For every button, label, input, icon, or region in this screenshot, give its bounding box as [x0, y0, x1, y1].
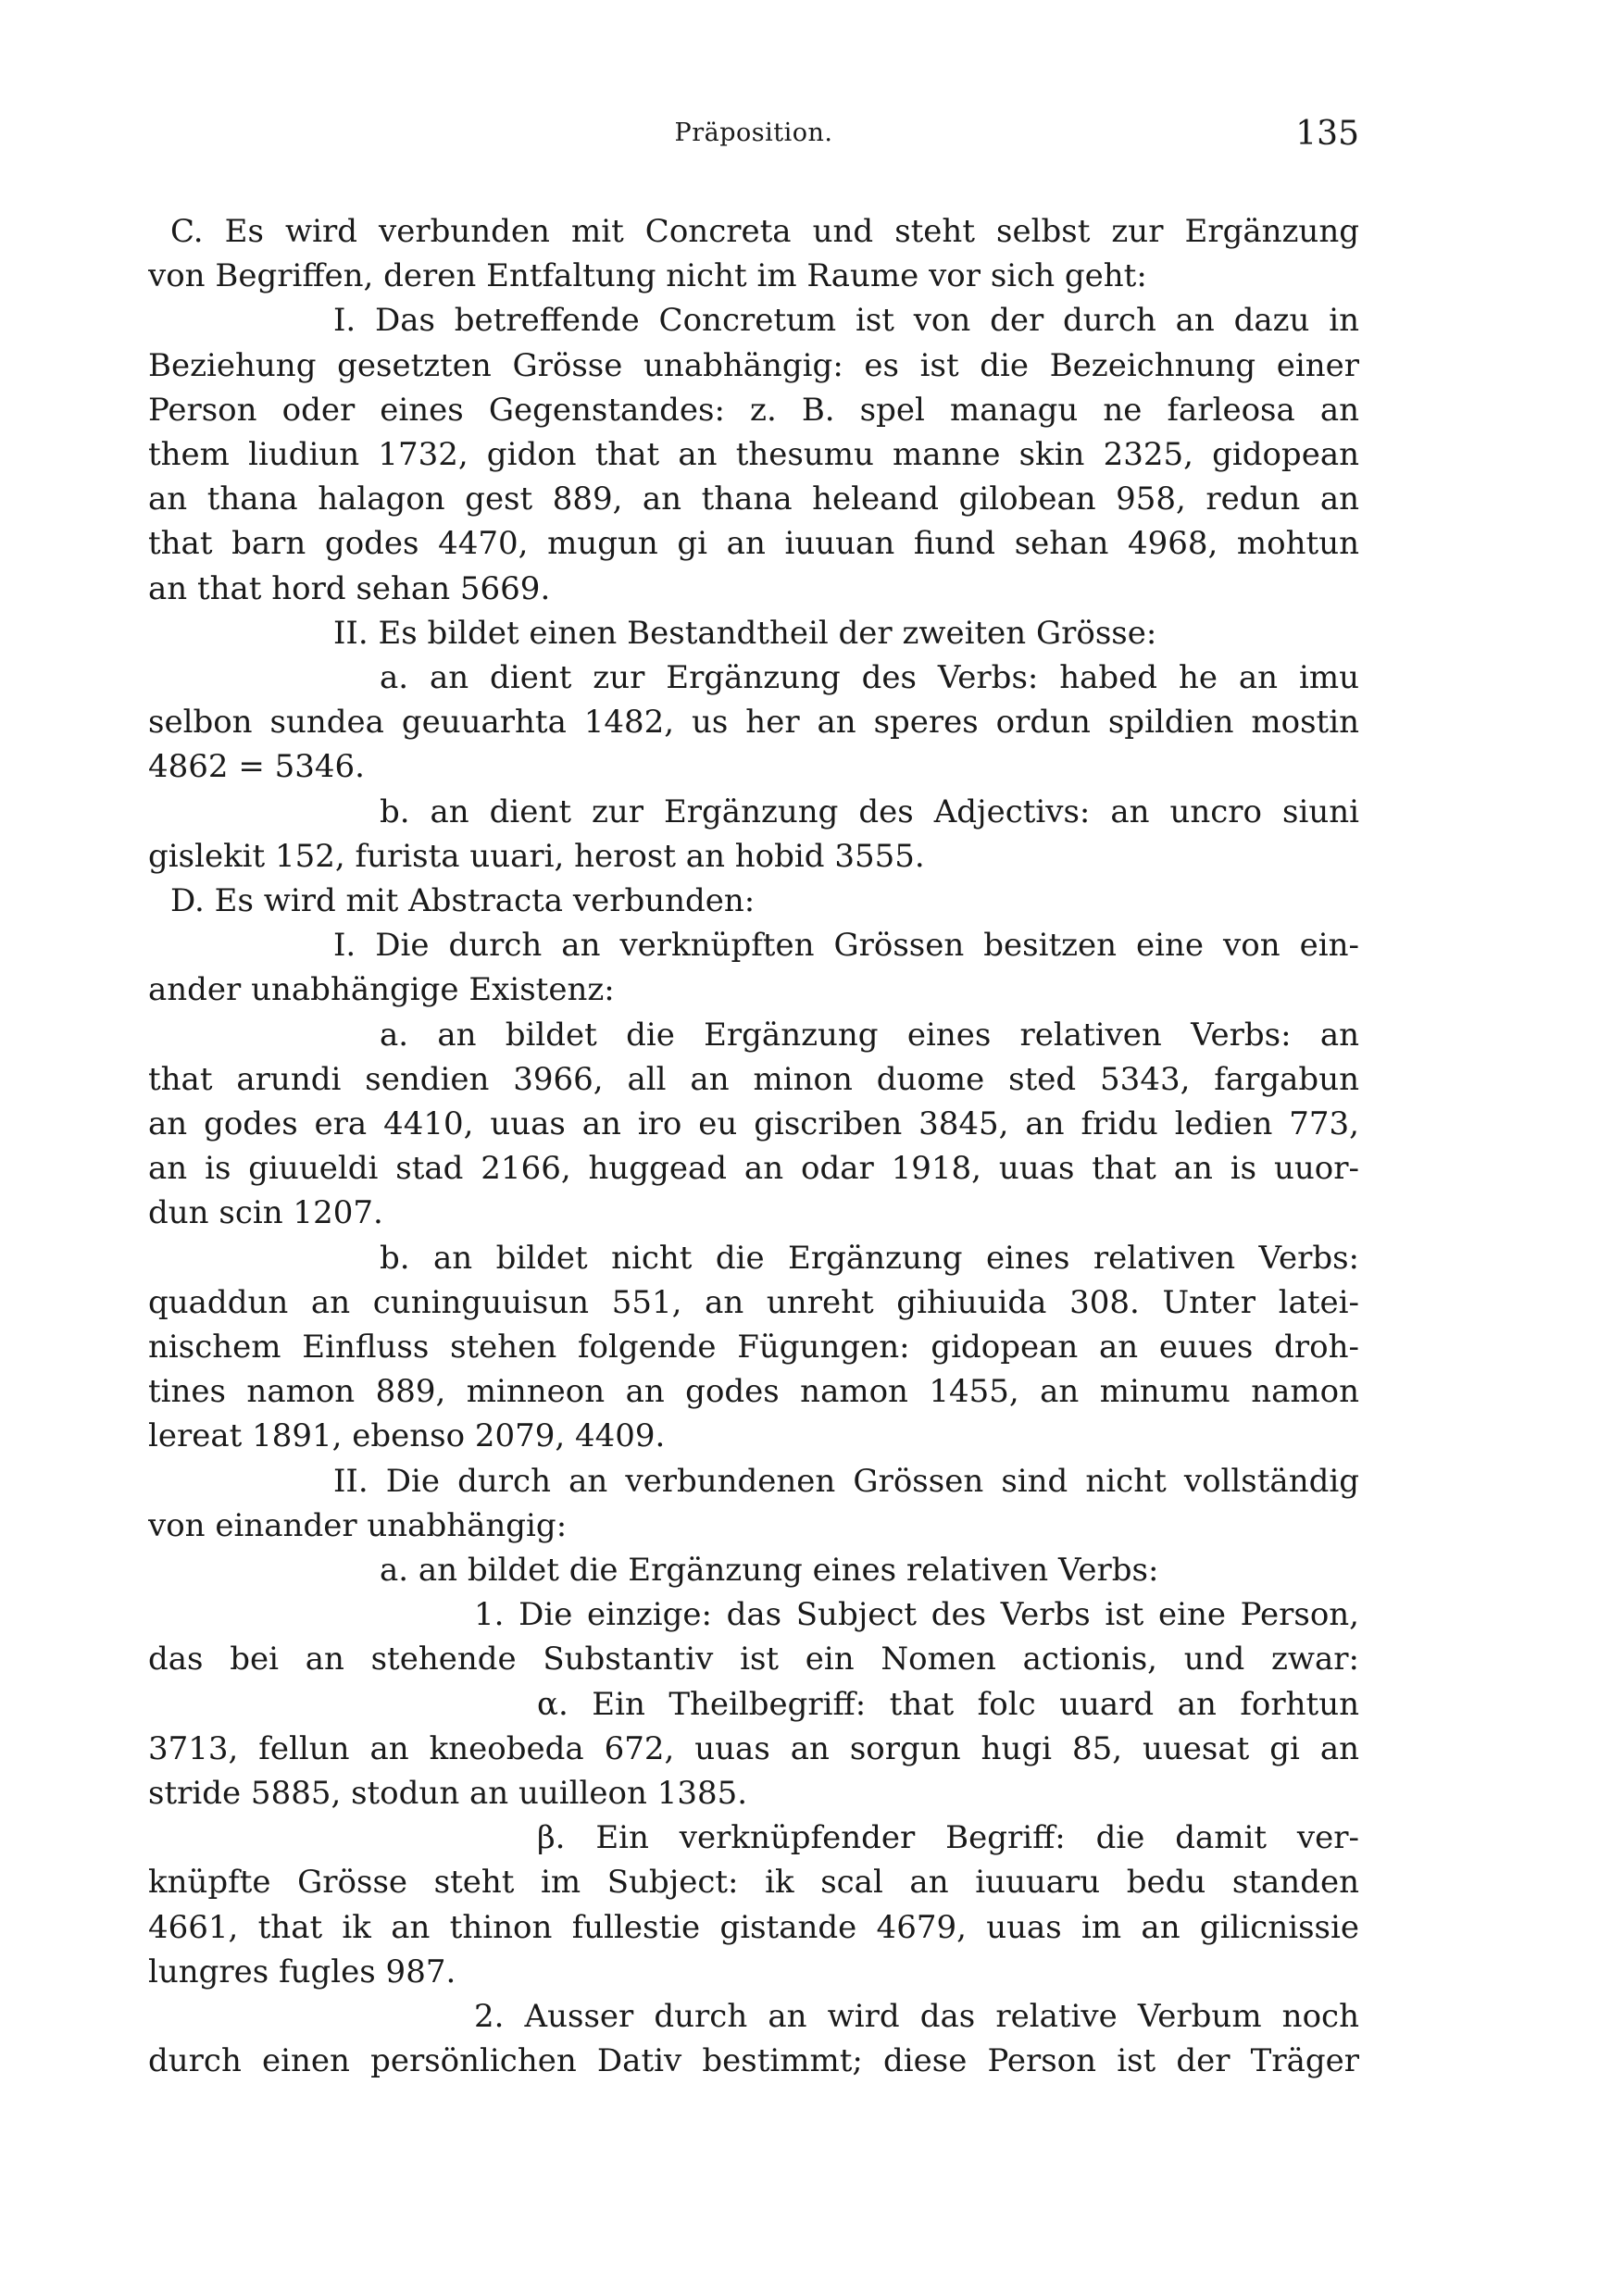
text-line: ander unabhängige Existenz:	[148, 971, 615, 1009]
text-line: 3713, fellun an kneobeda 672, uuas an sorgun hugi 85, uuesat gi an	[148, 1729, 1359, 1767]
text-line: b. an bildet nicht die Ergänzung eines relativen Verbs:	[380, 1239, 1359, 1277]
text-line: selbon sundea geuuarhta 1482, us her an speres ordun spildien mostin	[148, 704, 1359, 742]
text-line: nischem Einfluss stehen folgende Fügungen: gidopean an euues droh-	[148, 1329, 1359, 1366]
text-line: stride 5885, stodun an uuilleon 1385.	[148, 1775, 748, 1812]
text-line: von einander unabhängig:	[148, 1506, 568, 1544]
text-line: tines namon 889, minneon an godes namon 1455, an minumu namon	[148, 1373, 1359, 1411]
text-line: C. Es wird verbunden mit Concreta und steht selbst zur Ergänzung	[170, 213, 1359, 250]
text-line: that arundi sendien 3966, all an minon duome sted 5343, fargabun	[148, 1060, 1359, 1098]
text-line: 4661, that ik an thinon fullestie gistande 4679, uuas im an gilicnissie	[148, 1908, 1359, 1946]
text-line: von Begriffen, deren Entfaltung nicht im Raume vor sich geht:	[148, 257, 1147, 295]
running-header	[148, 115, 1359, 159]
text-line: knüpfte Grösse steht im Subject: ik scal an iuuuaru bedu standen	[148, 1864, 1359, 1902]
text-line: D. Es wird mit Abstracta verbunden:	[170, 882, 756, 919]
text-line: them liudiun 1732, gidon that an thesumu manne skin 2325, gidopean	[148, 436, 1359, 473]
text-line: Person oder eines Gegenstandes: z. B. spel managu ne farleosa an	[148, 391, 1359, 429]
text-line: 2. Ausser durch an wird das relative Verbum noch	[474, 1998, 1359, 2035]
text-line: a. an dient zur Ergänzung des Verbs: habed he an imu	[380, 659, 1359, 696]
text-line: dun scin 1207.	[148, 1194, 383, 1232]
text-line: a. an bildet die Ergänzung eines relativen Verbs:	[380, 1552, 1159, 1589]
text-line: quaddun an cuninguuisun 551, an unreht gihiuuida 308. Unter latei-	[148, 1283, 1359, 1321]
text-line: 1. Die einzige: das Subject des Verbs ist eine Person,	[474, 1596, 1359, 1634]
text-line: durch einen persönlichen Dativ bestimmt; diese Person ist der Träger	[148, 2042, 1359, 2080]
text-line: an is giuueldi stad 2166, huggead an odar 1918, uuas that an is uuor-	[148, 1150, 1359, 1188]
text-line: β. Ein verknüpfender Begriff: die damit ver-	[537, 1819, 1359, 1857]
page-number: 135	[1295, 115, 1359, 153]
text-line: a. an bildet die Ergänzung eines relativen Verbs: an	[380, 1016, 1359, 1054]
text-line: gislekit 152, furista uuari, herost an hobid 3555.	[148, 837, 925, 875]
text-line: lungres fugles 987.	[148, 1953, 456, 1990]
text-line: II. Die durch an verbundenen Grössen sind nicht vollständig	[333, 1462, 1359, 1500]
running-title: Präposition.	[674, 119, 833, 147]
text-line: an that hord sehan 5669.	[148, 569, 551, 607]
text-line: that barn godes 4470, mugun gi an iuuuan fiund sehan 4968, mohtun	[148, 525, 1359, 563]
text-line: α. Ein Theilbegriff: that folc uuard an forhtun	[537, 1685, 1359, 1723]
text-line: 4862 = 5346.	[148, 748, 365, 786]
text-line: Beziehung gesetzten Grösse unabhängig: es ist die Bezeichnung einer	[148, 346, 1359, 384]
text-line: I. Das betreffende Concretum ist von der durch an dazu in	[333, 302, 1359, 340]
text-line: das bei an stehende Substantiv ist ein Nomen actionis, und zwar:	[148, 1641, 1359, 1678]
text-line: lereat 1891, ebenso 2079, 4409.	[148, 1417, 666, 1455]
text-line: an thana halagon gest 889, an thana heleand gilobean 958, redun an	[148, 480, 1359, 518]
text-line: I. Die durch an verknüpften Grössen besitzen eine von ein-	[333, 927, 1359, 965]
text-line: b. an dient zur Ergänzung des Adjectivs: an uncro siuni	[380, 792, 1359, 830]
text-line: an godes era 4410, uuas an iro eu giscriben 3845, an fridu ledien 773,	[148, 1105, 1359, 1142]
text-line: II. Es bildet einen Bestandtheil der zweiten Grösse:	[333, 614, 1157, 652]
